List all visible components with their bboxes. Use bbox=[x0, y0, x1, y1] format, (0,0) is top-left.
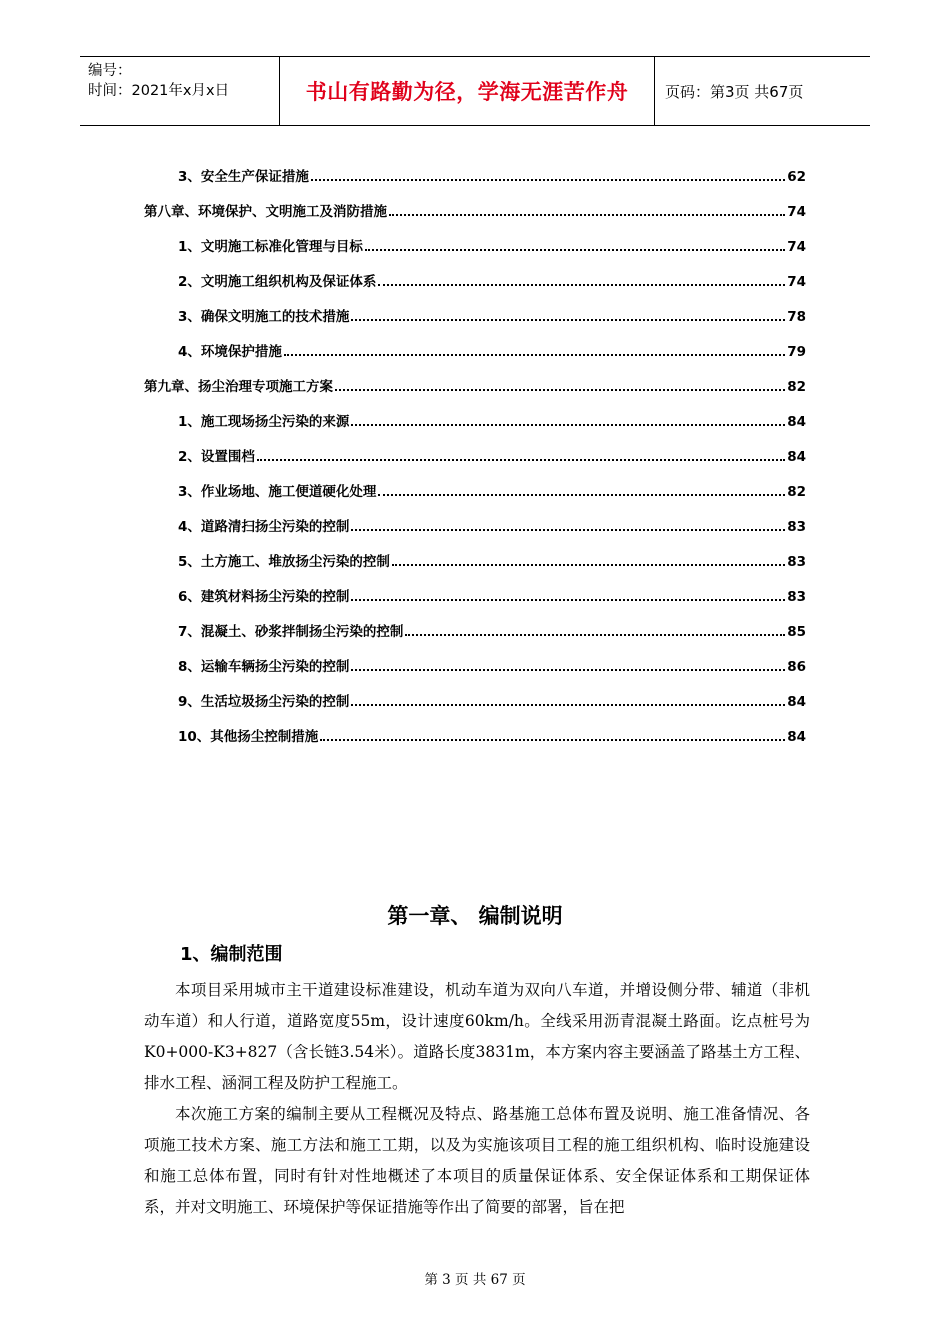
toc-entry-page: 83 bbox=[787, 519, 806, 535]
table-of-contents bbox=[144, 150, 806, 745]
toc-entry-page: 84 bbox=[787, 694, 806, 710]
toc-leader-dots bbox=[365, 248, 785, 251]
toc-entry-title: 3、安全生产保证措施 bbox=[178, 169, 309, 185]
paragraph: 本项目采用城市主干道建设标准建设，机动车道为双向八车道，并增设侧分带、辅道（非机动车道）和人行道，道路宽度55m，设计速度60km/h。全线采用沥青混凝土路面。讫点桩号为K0+000-K3+827（含长链3.54米）。道路长度3831m，本方案内容主要涵盖了路基土方工程、排水工程、涵洞工程及防护工程施工。 bbox=[144, 981, 810, 1092]
toc-leader-dots bbox=[378, 493, 785, 496]
toc-entry-page: 84 bbox=[787, 449, 806, 465]
toc-leader-dots bbox=[351, 703, 785, 706]
toc-entry[interactable] bbox=[144, 255, 806, 290]
document-date: 时间：2021年x月x日 bbox=[88, 83, 230, 99]
toc-entry-page: 83 bbox=[787, 589, 806, 605]
toc-entry[interactable] bbox=[144, 430, 806, 465]
toc-leader-dots bbox=[351, 668, 785, 671]
toc-entry-title: 9、生活垃圾扬尘污染的控制 bbox=[178, 694, 350, 710]
toc-entry-title: 第八章、环境保护、文明施工及消防措施 bbox=[144, 204, 387, 220]
toc-entry[interactable] bbox=[144, 185, 806, 220]
toc-entry-title: 1、施工现场扬尘污染的来源 bbox=[178, 414, 350, 430]
toc-entry[interactable] bbox=[144, 150, 806, 185]
toc-entry[interactable] bbox=[144, 605, 806, 640]
paragraph: 本次施工方案的编制主要从工程概况及特点、路基施工总体布置及说明、施工准备情况、各项施工技术方案、施工方法和施工工期，以及为实施该项目工程的施工组织机构、临时设施建设和施工总体布置，同时有针对性地概述了本项目的质量保证体系、安全保证体系和工期保证体系，并对文明施工、环境保护等保证措施等作出了简要的部署，旨在把 bbox=[144, 1105, 810, 1216]
toc-leader-dots bbox=[351, 528, 785, 531]
toc-entry-title: 3、作业场地、施工便道硬化处理 bbox=[178, 484, 377, 500]
toc-entry[interactable] bbox=[144, 290, 806, 325]
toc-leader-dots bbox=[378, 283, 785, 286]
toc-entry-page: 86 bbox=[787, 659, 806, 675]
toc-entry-page: 74 bbox=[787, 274, 806, 290]
toc-leader-dots bbox=[389, 213, 785, 216]
toc-entry-page: 83 bbox=[787, 554, 806, 570]
toc-entry-page: 85 bbox=[787, 624, 806, 640]
toc-entry-title: 第九章、扬尘治理专项施工方案 bbox=[144, 379, 333, 395]
toc-entry-page: 82 bbox=[787, 379, 806, 395]
toc-entry-title: 6、建筑材料扬尘污染的控制 bbox=[178, 589, 350, 605]
toc-entry-title: 2、设置围档 bbox=[178, 449, 255, 465]
toc-entry[interactable] bbox=[144, 675, 806, 710]
toc-leader-dots bbox=[351, 598, 785, 601]
toc-entry-page: 79 bbox=[787, 344, 806, 360]
toc-entry-page: 62 bbox=[787, 169, 806, 185]
toc-entry[interactable] bbox=[144, 570, 806, 605]
toc-entry-title: 7、混凝土、砂浆拌制扬尘污染的控制 bbox=[178, 624, 404, 640]
toc-entry-title: 5、土方施工、堆放扬尘污染的控制 bbox=[178, 554, 390, 570]
section-title: 1、编制范围 bbox=[180, 944, 283, 965]
header-motto: 书山有路勤为径，学海无涯苦作舟 bbox=[280, 57, 655, 125]
toc-entry-page: 84 bbox=[787, 729, 806, 745]
header-page-info: 页码：第3页 共67页 bbox=[665, 82, 804, 101]
body-text bbox=[144, 975, 810, 1223]
toc-entry-title: 1、文明施工标准化管理与目标 bbox=[178, 239, 363, 255]
toc-leader-dots bbox=[405, 633, 785, 636]
toc-entry[interactable] bbox=[144, 535, 806, 570]
toc-entry-page: 82 bbox=[787, 484, 806, 500]
toc-leader-dots bbox=[335, 388, 785, 391]
toc-leader-dots bbox=[351, 318, 785, 321]
toc-entry-title: 4、道路清扫扬尘污染的控制 bbox=[178, 519, 350, 535]
toc-leader-dots bbox=[392, 563, 785, 566]
page-header bbox=[80, 56, 870, 126]
toc-entry[interactable] bbox=[144, 710, 806, 745]
page-footer: 第 3 页 共 67 页 bbox=[424, 1272, 526, 1288]
toc-entry-title: 10、其他扬尘控制措施 bbox=[178, 729, 319, 745]
toc-leader-dots bbox=[311, 178, 785, 181]
document-number: 编号： bbox=[88, 63, 132, 79]
toc-entry-page: 78 bbox=[787, 309, 806, 325]
chapter-title: 第一章、 编制说明 bbox=[387, 904, 563, 928]
toc-entry-page: 74 bbox=[787, 204, 806, 220]
toc-leader-dots bbox=[257, 458, 785, 461]
toc-entry[interactable] bbox=[144, 395, 806, 430]
toc-entry-page: 84 bbox=[787, 414, 806, 430]
toc-entry[interactable] bbox=[144, 220, 806, 255]
toc-entry-page: 74 bbox=[787, 239, 806, 255]
toc-entry-title: 3、确保文明施工的技术措施 bbox=[178, 309, 350, 325]
toc-entry[interactable] bbox=[144, 360, 806, 395]
toc-leader-dots bbox=[351, 423, 785, 426]
toc-entry[interactable] bbox=[144, 325, 806, 360]
toc-leader-dots bbox=[320, 738, 785, 741]
toc-leader-dots bbox=[284, 353, 785, 356]
toc-entry-title: 8、运输车辆扬尘污染的控制 bbox=[178, 659, 350, 675]
toc-entry[interactable] bbox=[144, 465, 806, 500]
toc-entry[interactable] bbox=[144, 500, 806, 535]
header-meta bbox=[80, 57, 280, 125]
toc-entry-title: 4、环境保护措施 bbox=[178, 344, 282, 360]
toc-entry-title: 2、文明施工组织机构及保证体系 bbox=[178, 274, 377, 290]
toc-entry[interactable] bbox=[144, 640, 806, 675]
